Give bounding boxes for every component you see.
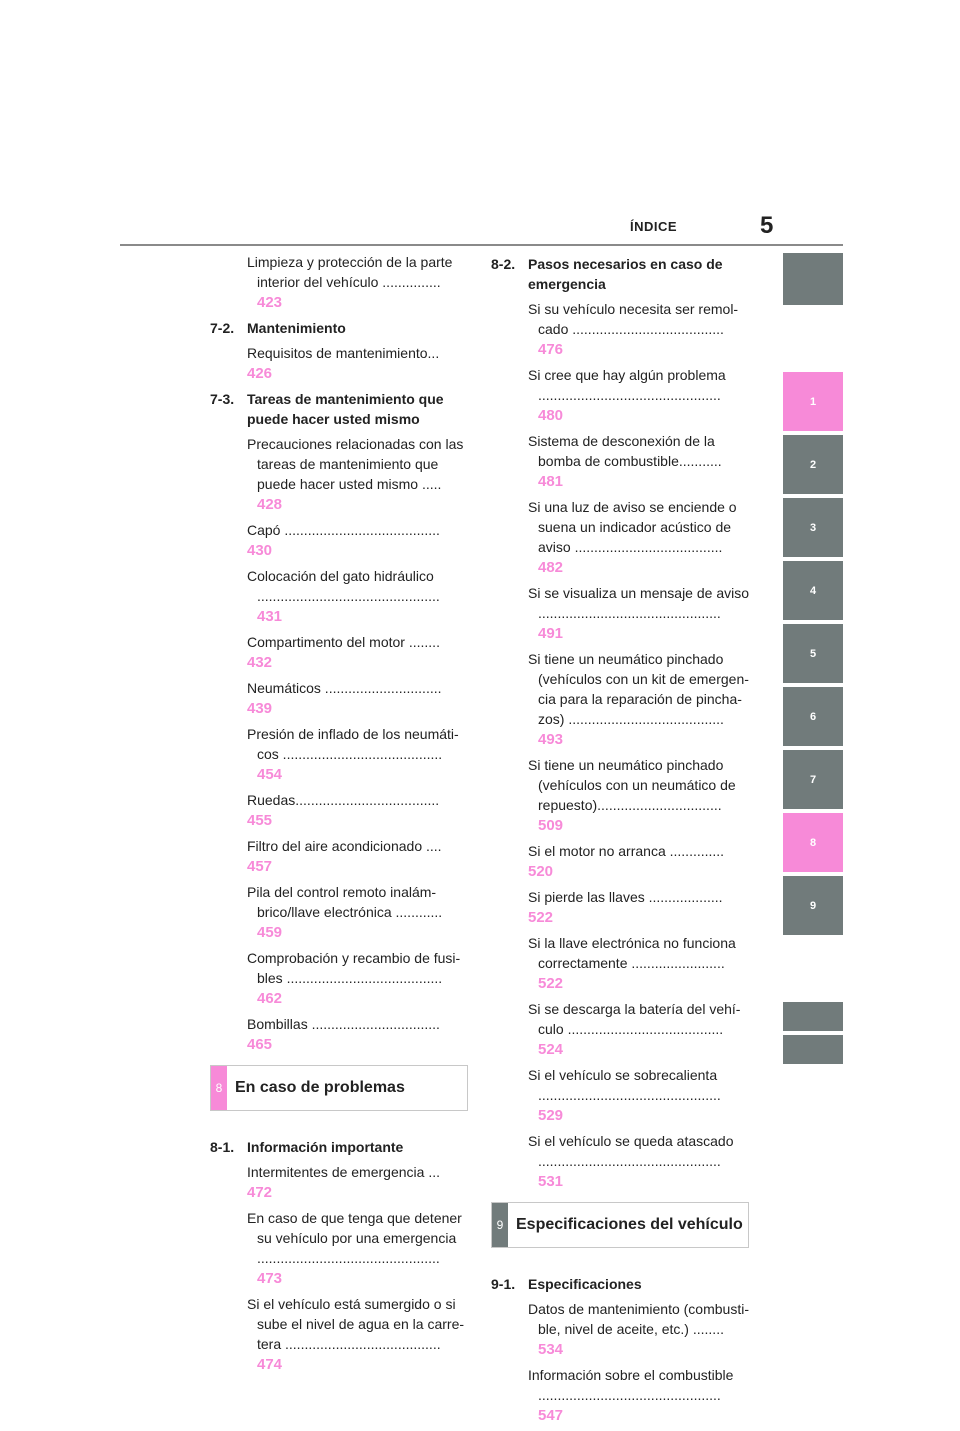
toc-entry[interactable] — [491, 365, 749, 426]
toc-entry-text — [528, 385, 749, 426]
chapter-8-heading[interactable] — [210, 1065, 468, 1111]
toc-entry-text: (vehículos con un kit de emergen- — [538, 671, 749, 687]
toc-entry-text: Limpieza y protección de la parte — [247, 254, 453, 270]
toc-entry-label: Bombillas ................................. — [247, 1016, 440, 1032]
toc-entry-label: correctamente ........................ — [538, 955, 725, 971]
toc-entry[interactable] — [210, 566, 468, 627]
toc-entry[interactable] — [210, 790, 468, 831]
toc-entry-text: Si tiene un neumático pinchado — [528, 757, 724, 773]
tab-1[interactable]: 1 — [783, 372, 843, 431]
toc-page-number[interactable]: 423 — [257, 294, 283, 311]
toc-page-number[interactable]: 534 — [538, 1341, 564, 1358]
toc-entry-text: Si el vehículo está sumergido o si — [247, 1296, 456, 1312]
toc-entry-label: ............................................... — [538, 1153, 721, 1169]
toc-entry[interactable] — [491, 841, 749, 882]
toc-entry-text — [247, 272, 468, 313]
toc-entry-text — [528, 887, 749, 928]
toc-entry-label: Requisitos de mantenimiento... — [247, 345, 440, 361]
toc-entry-text: Sistema de desconexión de la — [528, 433, 715, 449]
toc-entry-text: sube el nivel de agua en la carre- — [257, 1316, 465, 1332]
section-heading: 8-1. Información importante — [210, 1139, 404, 1155]
toc-entry-label: puede hacer usted mismo ..... — [257, 476, 442, 492]
toc-entry[interactable] — [210, 1014, 468, 1055]
toc-entry[interactable] — [491, 999, 749, 1060]
toc-page-number[interactable]: 476 — [538, 341, 564, 358]
toc-page-number[interactable]: 509 — [538, 817, 564, 834]
toc-entry-text: Colocación del gato hidráulico — [247, 568, 434, 584]
toc-entry-text — [247, 343, 468, 384]
tab-3[interactable]: 3 — [783, 498, 843, 557]
tab-2[interactable]: 2 — [783, 435, 843, 494]
toc-entry-text — [247, 520, 468, 561]
toc-entry-text — [528, 1019, 749, 1060]
tab-6[interactable]: 6 — [783, 687, 843, 746]
toc-entry-label: Filtro del aire acondicionado .... — [247, 838, 442, 854]
toc-entry-text: Información sobre el combustible — [528, 1367, 734, 1383]
toc-entry-text — [528, 1319, 749, 1360]
toc-entry-label: ble, nivel de aceite, etc.) ........ — [538, 1321, 724, 1337]
page-header — [0, 0, 960, 250]
toc-entry-text — [247, 678, 468, 719]
page-number: 5 — [760, 212, 774, 239]
toc-entry-text — [247, 744, 468, 785]
toc-entry-text — [528, 1151, 749, 1192]
toc-entry[interactable] — [210, 632, 468, 673]
toc-entry-text — [247, 1014, 468, 1055]
toc-page-number[interactable]: 493 — [538, 731, 564, 748]
toc-entry-label: Neumáticos .............................. — [247, 680, 442, 696]
toc-page-number[interactable]: 482 — [538, 559, 564, 576]
toc-entry-label: Si el motor no arranca .............. — [528, 843, 725, 859]
chapter-8-title: En caso de problemas — [235, 1079, 405, 1096]
toc-entry-text — [247, 1162, 468, 1203]
toc-entry[interactable] — [210, 434, 468, 515]
toc-entry-text — [247, 902, 468, 943]
toc-page-number[interactable]: 459 — [257, 924, 283, 941]
toc-entry[interactable] — [491, 431, 749, 492]
toc-entry[interactable] — [491, 1365, 749, 1426]
toc-entry[interactable] — [491, 497, 749, 578]
toc-entry-text: Si su vehículo necesita ser remol- — [528, 301, 739, 317]
toc-entry-text: Si se descarga la batería del vehí- — [528, 1001, 741, 1017]
toc-entry-text: su vehículo por una emergencia — [257, 1230, 457, 1246]
toc-entry-text — [528, 1385, 749, 1426]
toc-entry[interactable] — [491, 933, 749, 994]
toc-entry-text: Si cree que hay algún problema — [528, 367, 726, 383]
toc-page-number[interactable]: 472 — [247, 1184, 273, 1201]
section-heading: 7-3. Tareas de mantenimiento que puede hacer usted mismo — [210, 391, 444, 427]
toc-entry[interactable] — [491, 583, 749, 644]
section-heading: 9-1. Especificaciones — [491, 1276, 642, 1292]
tab-blank-top[interactable] — [783, 253, 843, 305]
tab-blank-bottom-2[interactable] — [783, 1035, 843, 1064]
toc-page-number[interactable]: 439 — [247, 700, 273, 717]
toc-entry-text: Si tiene un neumático pinchado — [528, 651, 724, 667]
toc-entry-text — [528, 953, 749, 994]
section-heading: 7-2. Mantenimiento — [210, 320, 346, 336]
toc-entry[interactable] — [210, 882, 468, 943]
toc-entry-label: Ruedas..................................... — [247, 792, 440, 808]
toc-page-number[interactable]: 473 — [257, 1270, 283, 1287]
toc-entry-label: ............................................... — [257, 1250, 440, 1266]
toc-entry-label: cos ......................................... — [257, 746, 443, 762]
toc-page-number[interactable]: 547 — [538, 1407, 564, 1424]
toc-entry[interactable] — [491, 649, 749, 750]
toc-entry-label: zos) ........................................ — [538, 711, 724, 727]
toc-entry-text: Si la llave electrónica no funciona — [528, 935, 736, 951]
toc-entry-label: bomba de combustible........... — [538, 453, 722, 469]
tab-7[interactable]: 7 — [783, 750, 843, 809]
toc-entry-text — [528, 709, 749, 750]
toc-entry[interactable] — [210, 678, 468, 719]
toc-entry-label: bles ........................................ — [257, 970, 443, 986]
toc-page-number[interactable]: 491 — [538, 625, 564, 642]
toc-entry-text: suena un indicador acústico de — [538, 519, 732, 535]
toc-page-number[interactable]: 474 — [257, 1356, 283, 1373]
toc-entry-label: repuesto)................................ — [538, 797, 722, 813]
toc-column-left — [210, 252, 468, 1380]
tab-8[interactable]: 8 — [783, 813, 843, 872]
toc-entry-text — [528, 603, 749, 644]
toc-entry[interactable] — [210, 1162, 468, 1203]
toc-entry-text — [247, 586, 468, 627]
toc-entry[interactable] — [491, 755, 749, 836]
toc-column-right — [491, 252, 749, 1431]
toc-entry-text — [247, 1334, 468, 1375]
toc-page-number[interactable]: 529 — [538, 1107, 564, 1124]
toc-entry[interactable] — [491, 1065, 749, 1126]
toc-page-number[interactable]: 481 — [538, 473, 564, 490]
toc-entry-text — [528, 319, 749, 360]
toc-entry-text: cia para la reparación de pincha- — [538, 691, 742, 707]
toc-entry-text — [247, 474, 468, 515]
toc-entry-label: tera ........................................ — [257, 1336, 441, 1352]
toc-entry-text: (vehículos con un neumático de — [538, 777, 736, 793]
chapter-9-title: Especificaciones del vehículo — [516, 1216, 743, 1233]
toc-entry-text — [247, 632, 468, 673]
toc-page-number[interactable]: 426 — [247, 365, 273, 382]
toc-entry-label: Capó ........................................ — [247, 522, 440, 538]
toc-entry-label: Compartimento del motor ........ — [247, 634, 440, 650]
toc-entry[interactable] — [210, 1294, 468, 1375]
toc-page-number[interactable]: 522 — [538, 975, 564, 992]
toc-entry-label: ............................................... — [538, 1387, 721, 1403]
toc-entry-text — [247, 836, 468, 877]
toc-entry-text: En caso de que tenga que detener — [247, 1210, 462, 1226]
toc-entry-text: Comprobación y recambio de fusi- — [247, 950, 461, 966]
toc-entry[interactable] — [210, 343, 468, 384]
toc-page-number[interactable]: 520 — [528, 863, 554, 880]
toc-page-number[interactable]: 531 — [538, 1173, 564, 1190]
toc-entry[interactable] — [210, 520, 468, 561]
toc-entry-text — [247, 968, 468, 1009]
toc-entry-label: ............................................... — [257, 588, 440, 604]
toc-entry-text: Pila del control remoto inalám- — [247, 884, 437, 900]
toc-entry[interactable] — [491, 1299, 749, 1360]
toc-entry-text — [528, 451, 749, 492]
toc-entry-label: aviso ...................................... — [538, 539, 723, 555]
toc-entry-text: Presión de inflado de los neumáti- — [247, 726, 459, 742]
toc-entry-text — [247, 1248, 468, 1289]
toc-entry-label: Intermitentes de emergencia ... — [247, 1164, 440, 1180]
toc-entry-text: Datos de mantenimiento (combusti- — [528, 1301, 749, 1317]
toc-entry[interactable] — [210, 1208, 468, 1289]
toc-entry-text: Si una luz de aviso se enciende o — [528, 499, 737, 515]
toc-entry[interactable] — [210, 836, 468, 877]
toc-page-number[interactable]: 524 — [538, 1041, 564, 1058]
tab-4[interactable]: 4 — [783, 561, 843, 620]
toc-page-number[interactable]: 465 — [247, 1036, 273, 1053]
toc-entry-text — [528, 537, 749, 578]
toc-entry-label: culo ........................................ — [538, 1021, 724, 1037]
toc-entry[interactable] — [491, 1131, 749, 1192]
toc-entry-text: Precauciones relacionadas con las — [247, 436, 464, 452]
header-rule — [120, 244, 843, 246]
toc-page-number[interactable]: 432 — [247, 654, 273, 671]
toc-page-number[interactable]: 462 — [257, 990, 283, 1007]
toc-entry[interactable] — [210, 948, 468, 1009]
chapter-9-badge: 9 — [492, 1203, 508, 1247]
toc-page-number[interactable]: 428 — [257, 496, 283, 513]
toc-entry-text: tareas de mantenimiento que — [257, 456, 439, 472]
tab-9[interactable]: 9 — [783, 876, 843, 935]
toc-entry-label: interior del vehículo ............... — [257, 274, 441, 290]
section-heading: 8-2. Pasos necesarios en caso de emergencia — [491, 256, 723, 292]
chapter-8-badge: 8 — [211, 1066, 227, 1110]
toc-page-number[interactable]: 480 — [538, 407, 564, 424]
toc-page-number[interactable]: 430 — [247, 542, 273, 559]
toc-entry-text — [247, 790, 468, 831]
toc-entry-label: ............................................... — [538, 387, 721, 403]
toc-entry[interactable] — [210, 252, 468, 313]
tab-5[interactable]: 5 — [783, 624, 843, 683]
toc-entry[interactable] — [491, 887, 749, 928]
tab-blank-bottom-1[interactable] — [783, 1002, 843, 1031]
toc-entry-text — [528, 1085, 749, 1126]
toc-entry-label: ............................................... — [538, 605, 721, 621]
toc-entry-label: brico/llave electrónica ............ — [257, 904, 443, 920]
toc-entry-label: ............................................... — [538, 1087, 721, 1103]
toc-entry-label: cado ....................................... — [538, 321, 724, 337]
toc-page-number[interactable]: 455 — [247, 812, 273, 829]
toc-page-number[interactable]: 522 — [528, 909, 554, 926]
toc-page-number[interactable]: 457 — [247, 858, 273, 875]
toc-entry-text — [528, 841, 749, 882]
toc-entry[interactable] — [210, 724, 468, 785]
toc-entry-text: Si se visualiza un mensaje de aviso — [528, 585, 750, 601]
header-title: ÍNDICE — [630, 219, 678, 234]
chapter-9-heading[interactable] — [491, 1202, 749, 1248]
toc-page-number[interactable]: 431 — [257, 608, 283, 625]
toc-page-number[interactable]: 454 — [257, 766, 283, 783]
toc-entry-label: Si pierde las llaves ................... — [528, 889, 723, 905]
toc-entry[interactable] — [491, 299, 749, 360]
toc-entry-text: Si el vehículo se queda atascado — [528, 1133, 734, 1149]
toc-entry-text — [528, 795, 749, 836]
toc-entry-text: Si el vehículo se sobrecalienta — [528, 1067, 718, 1083]
